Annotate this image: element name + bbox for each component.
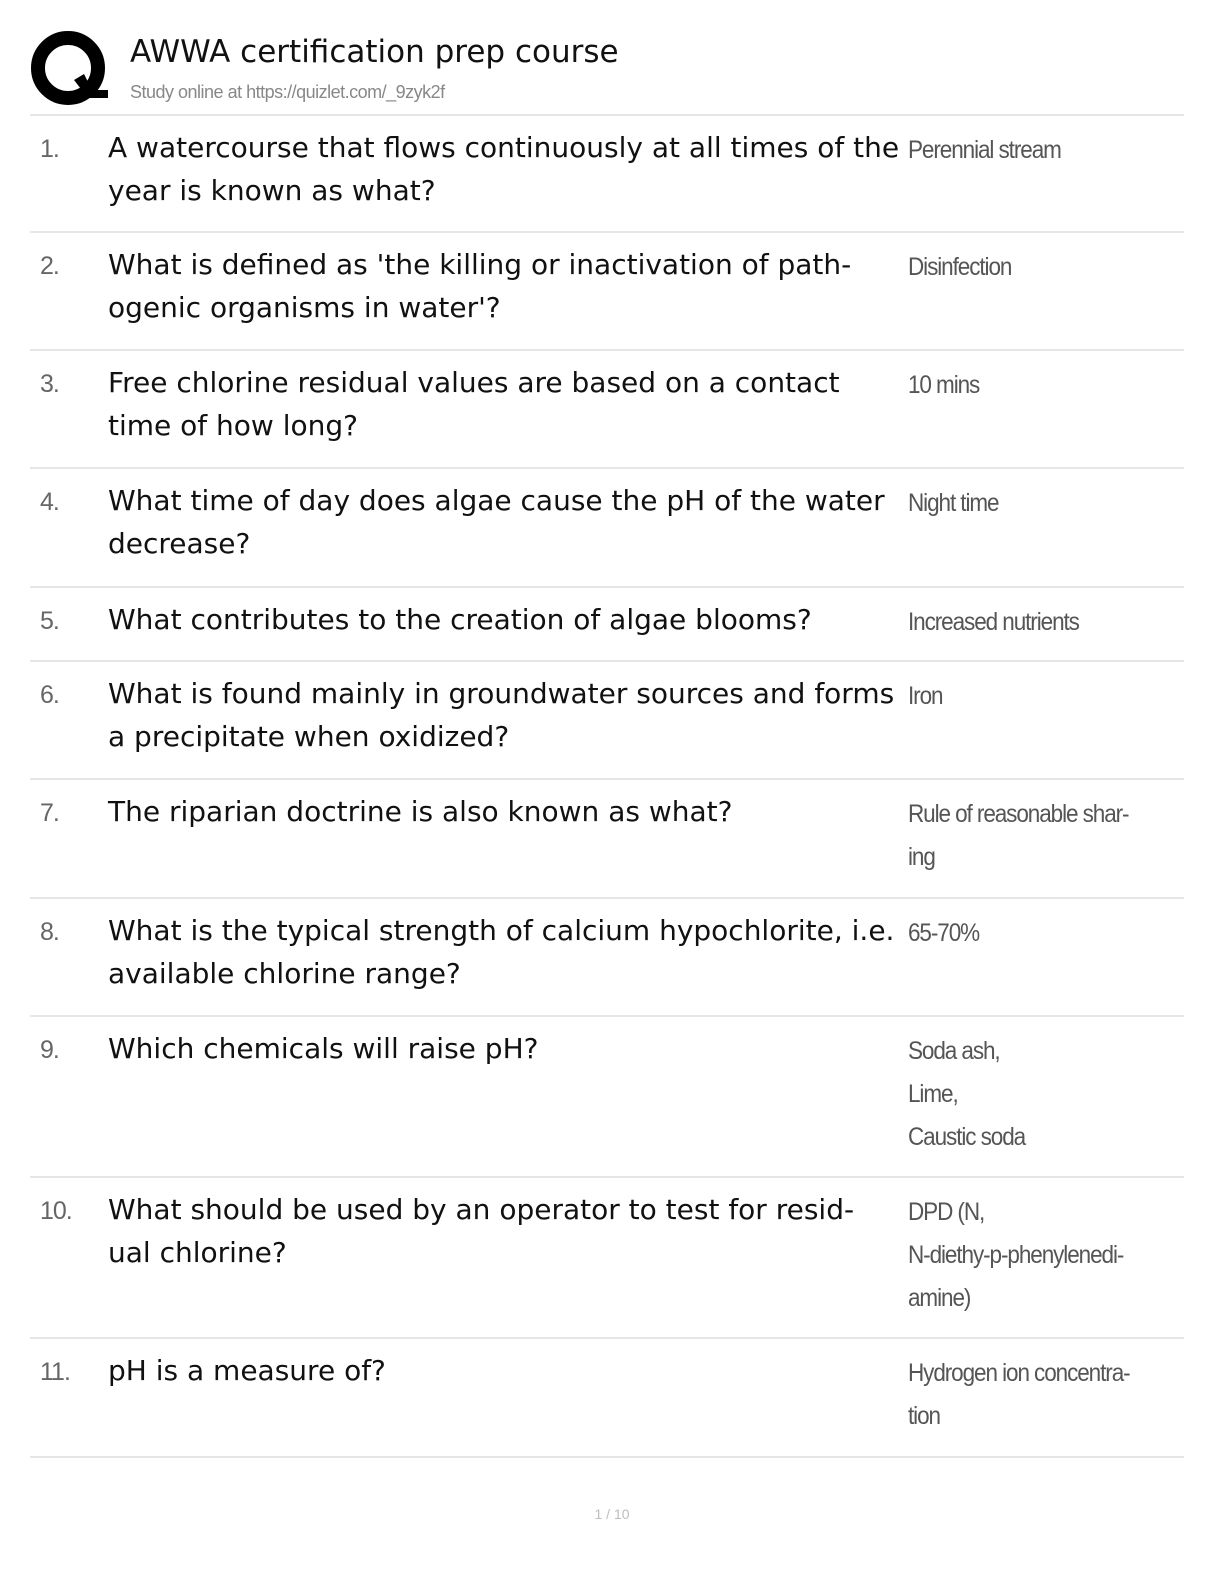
card-answer: [908, 1030, 1151, 1159]
card-answer: [908, 364, 1151, 407]
card-number: 6.: [40, 681, 59, 709]
card-question: pH is a measure of?: [108, 1354, 386, 1387]
flashcard-row: [30, 780, 1184, 899]
card-question: A watercourse that flows continuously at all times of the year is known as what?: [108, 131, 900, 207]
card-number: 10.: [40, 1197, 72, 1225]
card-answer: [908, 246, 1151, 289]
card-question: What should be used by an operator to test for resid- ual chlorine?: [108, 1193, 855, 1269]
card-number: 1.: [40, 135, 59, 163]
card-answer-line: amine): [908, 1284, 971, 1312]
study-online-link[interactable]: Study online at https://quizlet.com/_9zyk2f: [130, 82, 445, 102]
card-answer-line: Night time: [908, 489, 999, 517]
card-answer-line: 65-70%: [908, 919, 980, 947]
flashcard-row: [30, 1339, 1184, 1458]
card-number: 4.: [40, 488, 59, 516]
card-answer: [908, 601, 1151, 644]
page-number: 1 / 10: [594, 1506, 630, 1522]
card-answer-line: 10 mins: [908, 371, 980, 399]
card-answer-line: Rule of reasonable shar-: [908, 800, 1129, 828]
card-answer: [908, 482, 1151, 525]
card-number: 9.: [40, 1036, 59, 1064]
card-question: What time of day does algae cause the pH of the water decrease?: [108, 484, 885, 560]
flashcard-row: [30, 351, 1184, 469]
card-question: The riparian doctrine is also known as what?: [108, 795, 733, 828]
card-number: 8.: [40, 918, 59, 946]
card-answer: [908, 912, 1151, 955]
card-answer: [908, 1352, 1151, 1438]
card-question: What contributes to the creation of algae blooms?: [108, 603, 812, 636]
card-number: 3.: [40, 370, 59, 398]
card-answer-line: Disinfection: [908, 253, 1012, 281]
card-answer: [908, 129, 1151, 172]
flashcard-row: [30, 899, 1184, 1017]
card-answer-line: Caustic soda: [908, 1123, 1026, 1151]
card-number: 5.: [40, 607, 59, 635]
card-answer-line: Lime,: [908, 1080, 958, 1108]
card-answer-line: Soda ash,: [908, 1037, 1000, 1065]
flashcard-list: [30, 116, 1184, 1458]
flashcard-row: [30, 1017, 1184, 1178]
card-answer-line: Perennial stream: [908, 136, 1061, 164]
flashcard-row: [30, 662, 1184, 780]
flashcard-row: [30, 588, 1184, 662]
card-answer-line: tion: [908, 1402, 940, 1430]
card-answer: [908, 1191, 1151, 1320]
card-answer-line: Increased nutrients: [908, 608, 1079, 636]
flashcard-row: [30, 1178, 1184, 1339]
card-question: What is the typical strength of calcium hypochlorite, i.e. available chlorine range?: [108, 914, 895, 990]
card-question: What is found mainly in groundwater sources and forms a precipitate when oxidized?: [108, 677, 895, 753]
card-number: 7.: [40, 799, 59, 827]
card-number: 11.: [40, 1358, 70, 1386]
card-answer-line: N-diethy-p-phenylenedi-: [908, 1241, 1124, 1269]
page-title: AWWA certification prep course: [130, 34, 619, 70]
card-answer: [908, 793, 1151, 879]
card-number: 2.: [40, 252, 59, 280]
quizlet-q-logo-icon: [30, 30, 110, 110]
flashcard-row: [30, 469, 1184, 588]
card-answer-line: Iron: [908, 682, 943, 710]
card-answer-line: DPD (N,: [908, 1198, 985, 1226]
card-question: What is defined as 'the killing or inactivation of path- ogenic organisms in water'?: [108, 248, 852, 324]
card-answer: [908, 675, 1151, 718]
page-header: [30, 30, 1184, 116]
flashcard-row: [30, 116, 1184, 233]
card-question: Free chlorine residual values are based on a contact time of how long?: [108, 366, 840, 442]
card-answer-line: ing: [908, 843, 935, 871]
flashcard-row: [30, 233, 1184, 351]
card-question: Which chemicals will raise pH?: [108, 1032, 539, 1065]
card-answer-line: Hydrogen ion concentra-: [908, 1359, 1130, 1387]
